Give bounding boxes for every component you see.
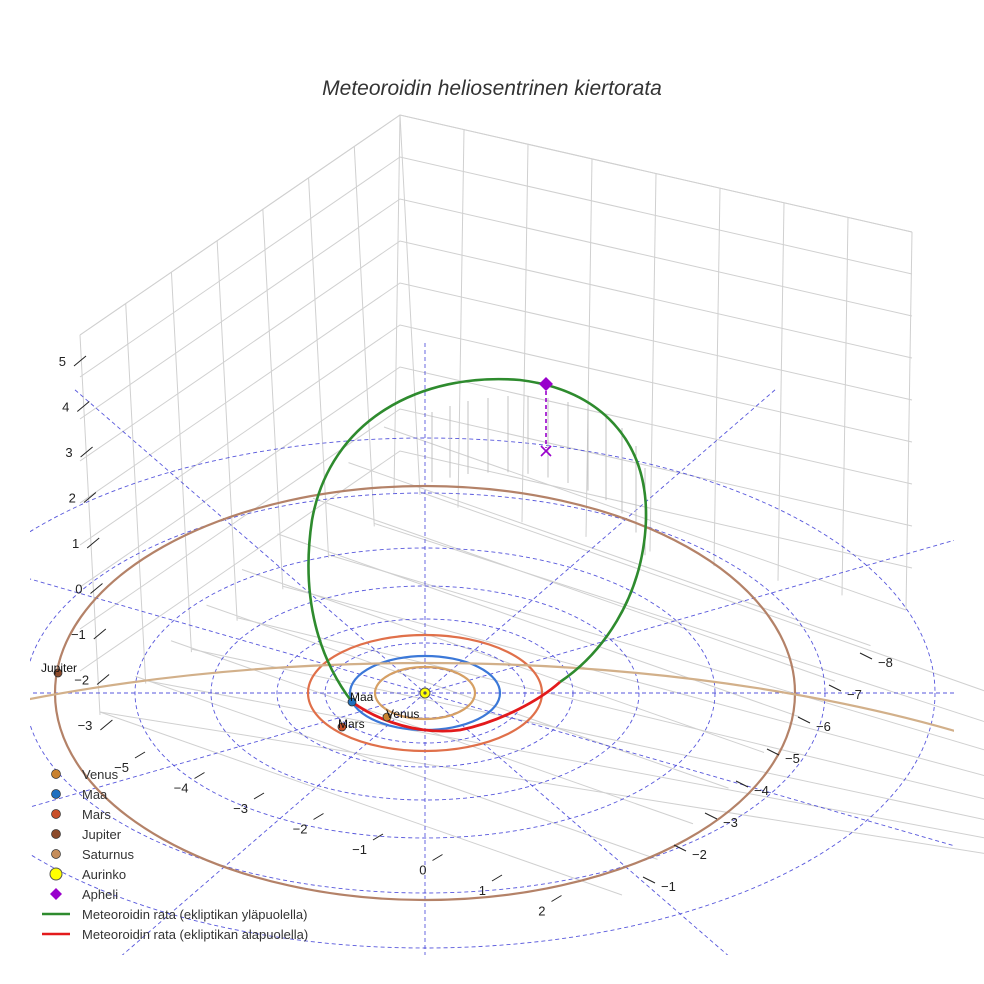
aphelion-marker <box>539 377 553 391</box>
x-tick-mark <box>552 896 562 902</box>
y-tick-label: −3 <box>723 815 738 830</box>
grid-box <box>77 115 984 895</box>
planet-label-venus: Venus <box>386 707 420 721</box>
chart-title: Meteoroidin heliosentrinen kiertorata <box>322 77 662 100</box>
legend-label: Aurinko <box>82 867 127 882</box>
x-tick-mark <box>314 814 324 820</box>
z-tick-mark <box>74 356 86 366</box>
grid-line <box>522 144 528 522</box>
planet-label-mars: Mars <box>338 717 365 731</box>
x-tick-mark <box>195 773 205 779</box>
z-tick-label: 2 <box>68 490 76 506</box>
z-tick-label: 3 <box>65 445 73 460</box>
grid-line <box>394 115 400 493</box>
y-tick-mark <box>736 781 748 787</box>
y-tick-mark <box>643 877 655 883</box>
grid-line <box>354 146 374 526</box>
z-tick-label: 5 <box>58 354 66 369</box>
sun-core <box>423 691 426 694</box>
y-tick-mark <box>674 845 686 851</box>
z-tick-label: 1 <box>71 536 80 551</box>
y-tick-mark <box>860 653 872 659</box>
grid-line <box>80 335 100 715</box>
legend-label: Saturnus <box>82 847 135 862</box>
z-tick-mark <box>87 538 99 548</box>
meteoroid-orbit-above <box>308 379 646 702</box>
grid-line <box>80 367 912 587</box>
grid-line <box>313 498 835 681</box>
grid-line <box>207 605 729 788</box>
x-tick-mark <box>433 855 443 861</box>
grid-line <box>217 241 237 621</box>
legend-label: Apheli <box>82 887 119 902</box>
y-tick-label: −6 <box>816 719 831 734</box>
x-tick-label: −4 <box>173 780 189 796</box>
z-tick-label: −1 <box>70 627 86 642</box>
grid-line <box>586 159 592 537</box>
planet-label-maa: Maa <box>350 690 374 704</box>
y-tick-mark <box>705 813 717 819</box>
x-tick-label: 1 <box>478 883 486 898</box>
x-tick-label: −1 <box>352 842 367 857</box>
grid-line <box>650 174 656 552</box>
legend-label: Meteoroidin rata (ekliptikan alapuolella) <box>82 927 309 942</box>
grid-line <box>126 304 146 684</box>
legend-swatch <box>52 790 61 799</box>
grid-top-edge <box>80 115 912 335</box>
axis-ticks <box>59 354 893 919</box>
x-tick-label: 2 <box>538 903 546 919</box>
z-tick-label: −3 <box>77 718 93 733</box>
grid-line <box>263 209 283 589</box>
y-tick-label: −2 <box>692 847 707 862</box>
y-tick-label: −8 <box>878 655 893 670</box>
y-tick-label: −7 <box>847 687 862 702</box>
grid-line <box>80 283 912 503</box>
grid-line <box>458 130 464 508</box>
y-tick-label: −5 <box>785 751 800 766</box>
x-tick-label: −5 <box>114 760 129 775</box>
grid-line <box>80 199 912 419</box>
x-tick-label: −3 <box>233 801 248 816</box>
x-tick-label: 0 <box>419 862 427 878</box>
legend-label: Mars <box>82 807 111 822</box>
grid-line <box>100 712 622 895</box>
planet-label-jupiter: Jupiter <box>41 661 78 675</box>
z-tick-mark <box>100 720 112 730</box>
x-tick-mark <box>373 834 383 840</box>
grid-line <box>842 217 848 595</box>
y-tick-label: −1 <box>661 879 676 894</box>
z-tick-label: −2 <box>74 672 90 688</box>
grid-line <box>136 676 658 859</box>
x-tick-mark <box>492 875 502 881</box>
grid-line <box>329 555 984 895</box>
grid-line <box>80 157 912 377</box>
z-tick-mark <box>84 493 96 503</box>
legend-swatch <box>52 830 61 839</box>
orbit-projection-stems <box>432 396 645 555</box>
y-tick-mark <box>767 749 779 755</box>
legend-label: Venus <box>82 767 119 782</box>
y-tick-mark <box>798 717 810 723</box>
y-tick-mark <box>829 685 841 691</box>
y-tick-label: −4 <box>754 783 769 798</box>
legend-swatch <box>52 810 61 819</box>
legend-swatch <box>52 770 61 779</box>
grid-line <box>171 272 191 652</box>
legend-label: Jupiter <box>82 827 122 842</box>
grid-line <box>80 325 912 545</box>
grid-line <box>349 463 871 646</box>
z-tick-label: 0 <box>75 581 83 597</box>
legend-swatch <box>50 888 62 900</box>
grid-line <box>778 203 784 581</box>
grid-line <box>80 451 912 671</box>
x-tick-mark <box>135 752 145 758</box>
z-tick-label: 4 <box>62 399 70 415</box>
grid-line <box>191 649 984 895</box>
legend-swatch <box>50 868 62 880</box>
z-tick-mark <box>97 675 109 685</box>
grid-line <box>80 115 912 335</box>
legend-swatch <box>52 850 61 859</box>
legend-label: Maa <box>82 787 108 802</box>
grid-line <box>714 188 720 566</box>
grid-line <box>80 241 912 461</box>
x-tick-label: −2 <box>292 821 308 837</box>
x-tick-mark <box>254 793 264 799</box>
legend-label: Meteoroidin rata (ekliptikan yläpuolella) <box>82 907 308 922</box>
